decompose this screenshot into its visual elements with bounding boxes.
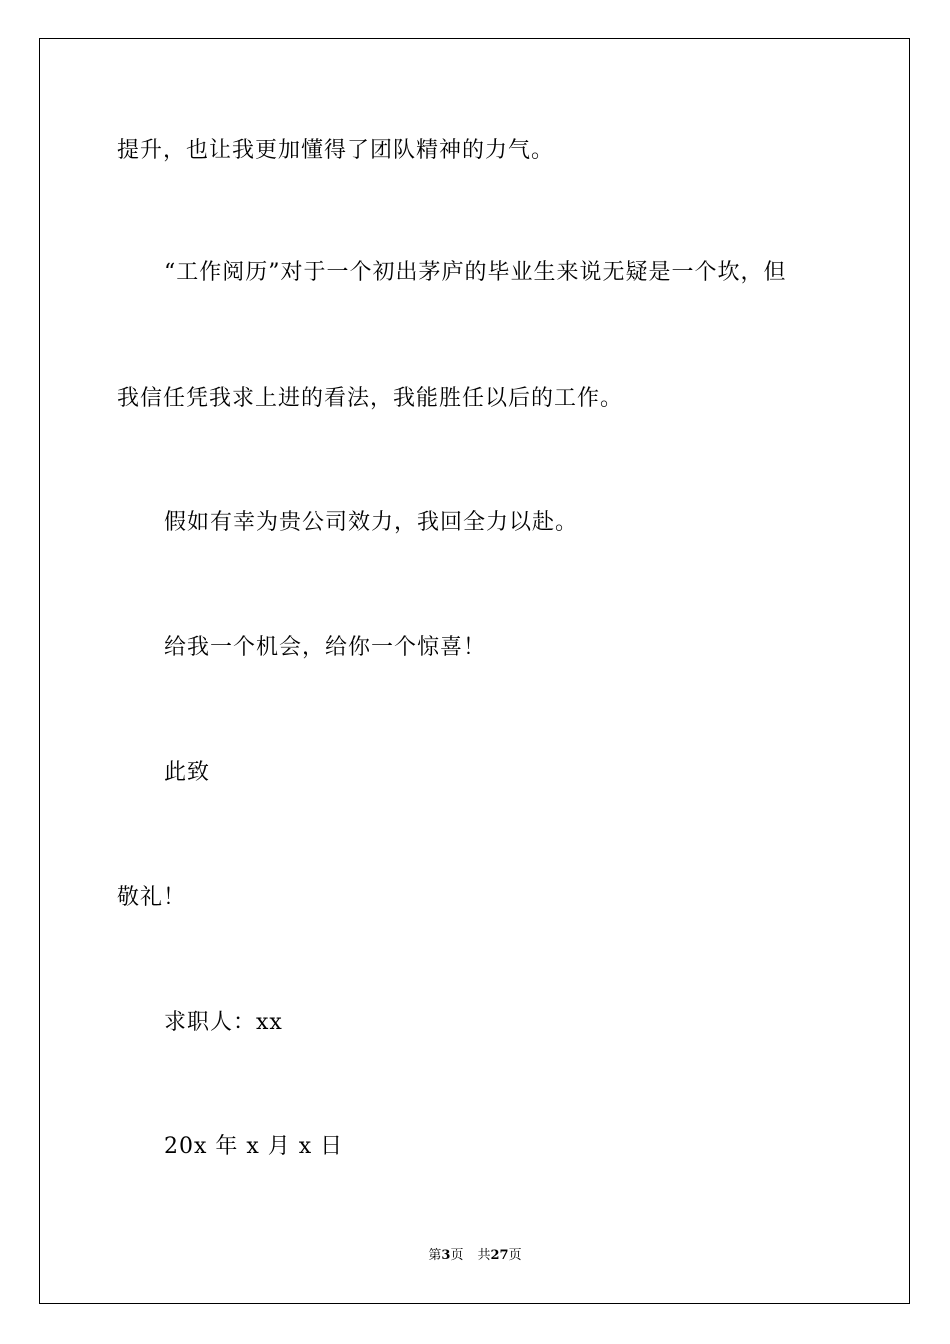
text-line-3: 我信任凭我求上进的看法，我能胜任以后的工作。	[117, 386, 624, 411]
salutation-line: 此致	[164, 760, 211, 785]
closing-line: 敬礼！	[117, 885, 187, 910]
footer-page-prefix: 第	[428, 1248, 442, 1263]
footer-total-suffix: 页	[508, 1248, 522, 1263]
signature-line: 求职人：xx	[164, 1010, 283, 1035]
page-border	[39, 38, 910, 1304]
footer-page-suffix: 页	[450, 1248, 464, 1263]
date-line: 20x 年 x 月 x 日	[164, 1134, 344, 1159]
footer-total-prefix: 共	[477, 1248, 491, 1263]
page-footer	[0, 1247, 950, 1265]
footer-total-pages: 27	[490, 1248, 509, 1263]
text-line-2: “工作阅历”对于一个初出茅庐的毕业生来说无疑是一个坎，但	[164, 260, 787, 285]
text-line-1: 提升，也让我更加懂得了团队精神的力气。	[117, 138, 555, 163]
text-line-5: 给我一个机会，给你一个惊喜！	[164, 635, 487, 660]
text-line-4: 假如有幸为贵公司效力，我回全力以赴。	[164, 510, 579, 535]
footer-page-number: 3	[441, 1248, 451, 1263]
